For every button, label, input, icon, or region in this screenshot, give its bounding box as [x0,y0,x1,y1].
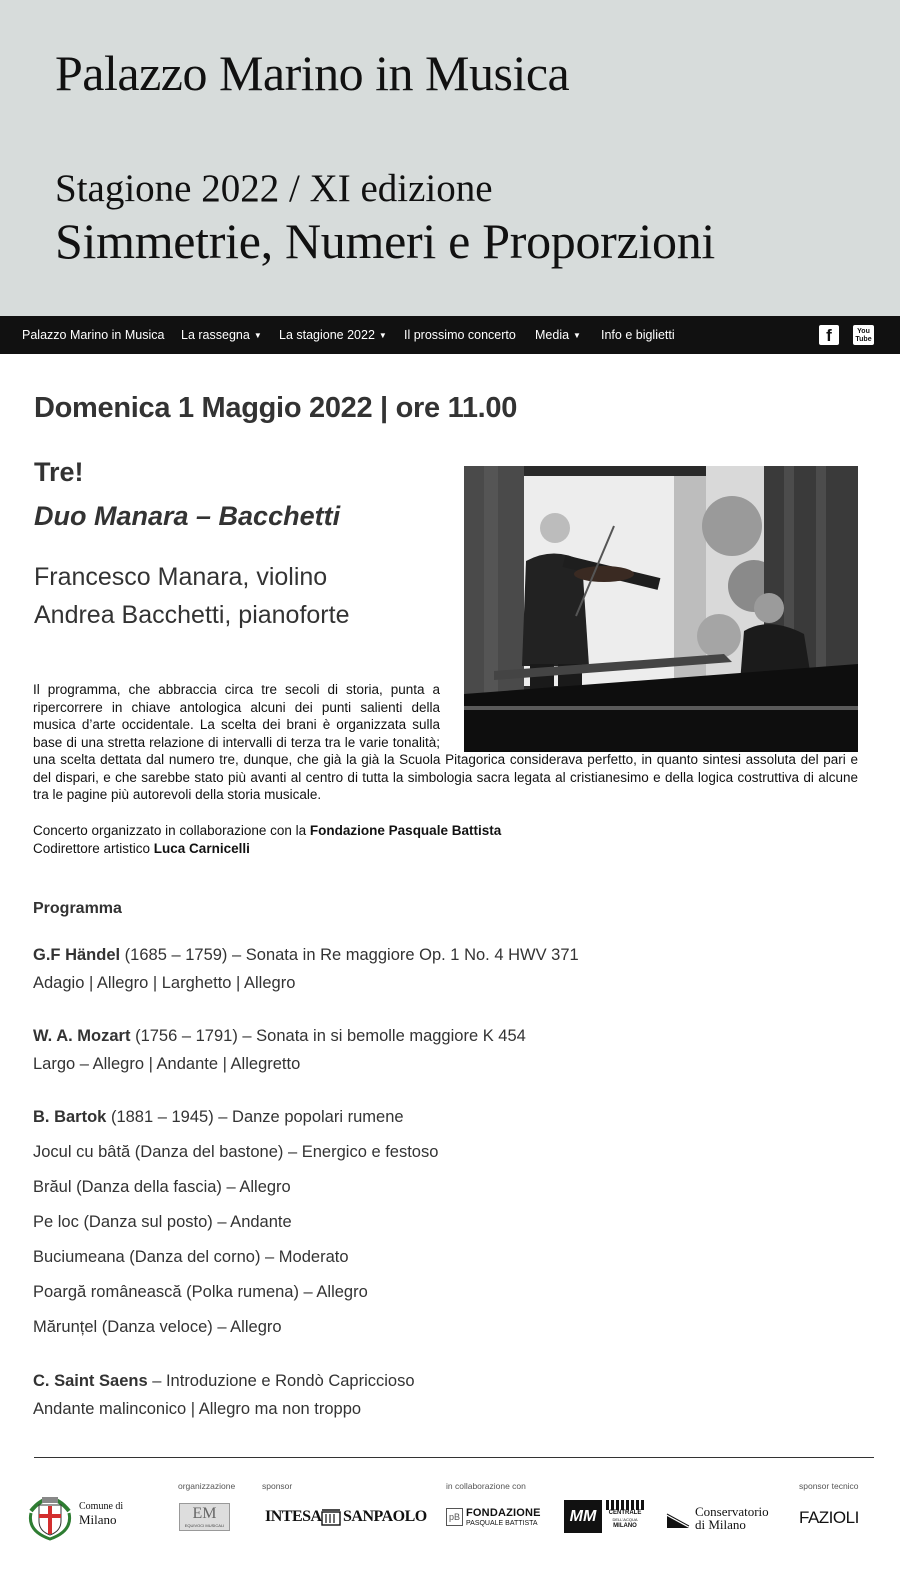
nav-prossimo-concerto-label: Il prossimo concerto [404,328,516,342]
intesa-sanpaolo-logo[interactable] [265,1508,427,1528]
fondazione-title: FONDAZIONE [466,1507,541,1519]
program-item-saint-saens [33,1372,415,1391]
intesa-building-icon [321,1509,341,1526]
movements-handel: Adagio | Allegro | Larghetto | Allegro [33,974,296,992]
youtube-icon[interactable] [853,325,874,345]
composer-handel: G.F Händel [33,946,121,964]
credit-artistic-director [33,841,250,856]
work-saint-saens: – Introduzione e Rondò Capriccioso [147,1372,415,1390]
program-item-bartok [33,1108,404,1127]
site-header [0,0,900,316]
work-mozart: (1756 – 1791) – Sonata in si bemolle maggiore K 454 [130,1027,526,1045]
intesa-text: INTESA [265,1508,322,1525]
dance-item: Jocul cu bâtă (Danza del bastone) – Energico e festoso [33,1143,439,1161]
dance-item: Brăul (Danza della fascia) – Allegro [33,1178,291,1196]
sanpaolo-text: SANPAOLO [343,1508,427,1525]
nav-la-rassegna-label: La rassegna [181,328,250,342]
credit-organization-prefix: Concerto organizzato in collaborazione con la [33,823,310,838]
nav-la-stagione[interactable] [279,316,387,354]
program-item-mozart [33,1027,526,1046]
nav-info-biglietti-label: Info e biglietti [601,328,675,342]
centrale-acqua-logo[interactable] [606,1500,644,1536]
milano-text: Milano [79,1512,117,1527]
nav-media[interactable] [535,316,581,354]
chevron-down-icon: ▼ [253,331,262,340]
work-bartok: (1881 – 1945) – Danze popolari rumene [106,1108,404,1126]
site-title[interactable]: Palazzo Marino in Musica [55,45,570,101]
credit-organization [33,823,501,838]
nav-media-label: Media [535,328,570,342]
youtube-top-text: You [857,328,870,335]
event-date: Domenica 1 Maggio 2022 | ore 11.00 [34,392,518,424]
fondazione-mark: pB [446,1508,463,1526]
credit-organization-name: Fondazione Pasquale Battista [309,823,502,838]
performer-2: Andrea Bacchetti, pianoforte [34,601,350,629]
centrale-line2: DELL'ACQUA [612,1517,638,1522]
photo-wrap-space [440,681,858,751]
composer-bartok: B. Bartok [33,1108,107,1126]
nav-la-stagione-label: La stagione 2022 [279,328,375,342]
nav-home-label: Palazzo Marino in Musica [22,328,165,342]
mm-logo[interactable]: MM [564,1500,602,1533]
dance-item: Mărunțel (Danza veloce) – Allegro [33,1318,282,1336]
composer-saint-saens: C. Saint Saens [33,1372,148,1390]
nav-prossimo-concerto[interactable] [404,316,516,354]
centrale-building-icon [606,1500,644,1510]
dance-item: Buciumeana (Danza del corno) – Moderato [33,1248,349,1266]
movements-mozart: Largo – Allegro | Andante | Allegretto [33,1055,301,1073]
work-handel: (1685 – 1759) – Sonata in Re maggiore Op. 1 No. 4 HWV 371 [120,946,579,964]
event-description [33,681,858,804]
dance-item: Pe loc (Danza sul posto) – Andante [33,1213,292,1231]
label-sponsor: sponsor [262,1481,293,1491]
em-subtext: EQUIVOCI MUSICALI [184,1523,225,1528]
event-description-text: Il programma, che abbraccia circa tre secoli di storia, punta a ripercorrere in chiave antologica alcuni dei punti salienti della musica d’arte occidentale. La scelta dei brani è organizzata sulla base di una stretta relazione di intervalli di terza tra le varie tonalità; una scelta dettata dal numero tre, dunque, che già la già la Scuola Pitagorica considerava perfetto, in quanto sintesi assoluta del pari e del dispari, e che sarebbe stato più avanti al centro di tutta la simbologia sacra legata al cristianesimo e della logica costruttiva di alcune tra le pagine più autorevoli della storia musicale. [33,682,858,802]
program-heading: Programma [33,900,122,917]
performer-1: Francesco Manara, violino [34,563,328,591]
conservatorio-line2: di Milano [695,1517,746,1532]
youtube-bottom-text: Tube [855,336,872,343]
comune-milano-logo[interactable] [27,1491,137,1541]
season-theme: Simmetrie, Numeri e Proporzioni [55,213,716,269]
fondazione-battista-logo[interactable] [446,1506,546,1530]
conservatorio-mark-icon [665,1512,691,1530]
nav-home[interactable] [22,316,164,354]
nav-info-biglietti[interactable] [601,316,675,354]
label-sponsor-tecnico: sponsor tecnico [799,1481,859,1491]
centrale-line3: MILANO [613,1523,637,1529]
milano-crest-icon [27,1491,73,1541]
conservatorio-line1: Conservatorio [695,1504,769,1519]
season-subtitle: Stagione 2022 / XI edizione [55,167,493,210]
movements-saint-saens: Andante malinconico | Allegro ma non troppo [33,1400,362,1418]
fazioli-logo[interactable]: FAZIOLI [799,1508,859,1527]
event-title: Tre! [34,457,84,487]
label-organizzazione: organizzazione [178,1481,236,1491]
em-mark: EM [192,1505,217,1522]
composer-mozart: W. A. Mozart [33,1027,131,1045]
chevron-down-icon: ▼ [573,331,581,340]
credit-director-prefix: Codirettore artistico [33,841,154,856]
credit-director-name: Luca Carnicelli [153,841,250,856]
program-item-handel [33,946,579,965]
facebook-glyph: f [826,326,832,345]
nav-la-rassegna[interactable] [181,316,262,354]
label-collaborazione: in collaborazione con [446,1481,526,1491]
equivoci-musicali-logo[interactable] [179,1503,230,1531]
dance-item: Poargă românească (Polka rumena) – Allegro [33,1283,368,1301]
centrale-line1: CENTRALE [608,1510,642,1516]
facebook-icon[interactable] [819,325,839,345]
chevron-down-icon: ▼ [378,331,387,340]
main-navbar [0,316,900,354]
comune-text: Comune di [79,1501,124,1512]
fondazione-subtitle: PASQUALE BATTISTA [466,1520,538,1527]
conservatorio-milano-logo[interactable] [665,1504,775,1532]
event-ensemble: Duo Manara – Bacchetti [34,501,341,531]
footer-divider [34,1457,874,1458]
